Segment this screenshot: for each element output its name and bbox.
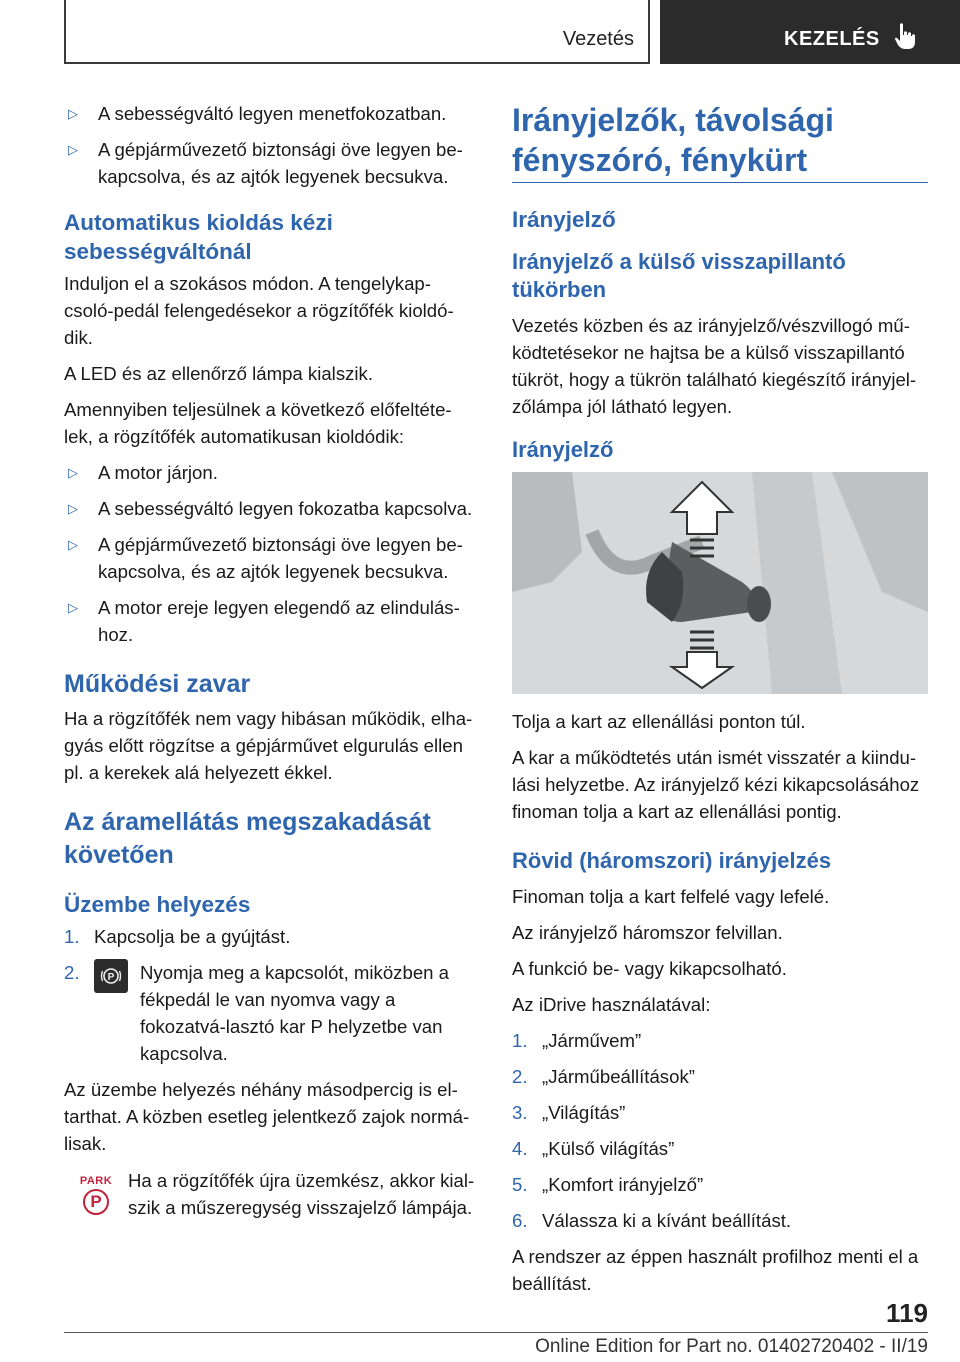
park-icon-letter: P: [83, 1189, 109, 1215]
paragraph: Amennyiben teljesülnek a következő előfeltéte-lek, a rögzítőfék automatikusan kioldódik:: [64, 399, 452, 447]
heading-turn-signal-2: Irányjelző: [512, 437, 614, 462]
paragraph: Az üzembe helyezés néhány másodpercig is el-tarthat. A közben esetleg jelentkező zajok normá-lisak.: [64, 1079, 470, 1154]
step-item: [512, 1207, 928, 1234]
step-number: 1.: [64, 926, 80, 947]
step-text: „Járműbeállítások”: [542, 1066, 695, 1087]
step-number: 5.: [512, 1174, 528, 1195]
bullet-text: A motor járjon.: [98, 462, 218, 483]
bullet-triangle-icon: ▷: [68, 537, 78, 552]
heading-short-signal: Rövid (háromszori) irányjelzés: [512, 848, 832, 873]
step-text: „Járművem”: [542, 1030, 642, 1051]
park-warning-note: [64, 1167, 478, 1230]
step-text: Nyomja meg a kapcsolót, miközben a fékpedál le van nyomva vagy a fokozatvá-lasztó kar P helyzetbe van kapcsolva.: [140, 962, 450, 1064]
bullet-item: [64, 594, 478, 648]
paragraph: Induljon el a szokásos módon. A tengelykap-csoló-pedál felengedésekor a rögzítőfék kioldó-dik.: [64, 273, 454, 348]
step-item: [512, 1135, 928, 1162]
chapter-tab-kezeles: [660, 0, 960, 64]
bullet-item: [64, 100, 478, 127]
page-title: Irányjelzők, távolsági fényszóró, fénykürt: [512, 100, 928, 183]
heading-power-interruption: Az áramellátás megszakadását követően: [64, 808, 431, 869]
hand-pointer-icon: [894, 22, 916, 50]
step-text: Válassza ki a kívánt beállítást.: [542, 1210, 792, 1231]
bullet-item: [64, 531, 478, 585]
step-number: 6.: [512, 1210, 528, 1231]
step-text: „Világítás”: [542, 1102, 626, 1123]
right-column: [512, 100, 928, 1306]
bullet-item: [64, 495, 478, 522]
section-tab-label: Vezetés: [562, 28, 634, 50]
paragraph: Az iDrive használatával:: [512, 994, 711, 1015]
left-column: [64, 100, 478, 1230]
bullet-triangle-icon: ▷: [68, 501, 78, 516]
heading-turn-signal: Irányjelző: [512, 207, 616, 232]
paragraph: Vezetés közben és az irányjelző/vészvillogó mű-ködtetésekor ne hajtsa be a külső visszapillantó tükröt, hogy a tükrön található kiegészítő irányjel-zőlámpa jól látható legyen.: [512, 315, 917, 417]
heading-malfunction: Működési zavar: [64, 670, 251, 698]
bullet-text: A sebességváltó legyen menetfokozatban.: [98, 103, 447, 124]
svg-text:P: P: [107, 972, 115, 983]
paragraph: A rendszer az éppen használt profilhoz menti el a beállítást.: [512, 1246, 919, 1294]
section-tab-vezetes: [64, 0, 650, 64]
step-item: [512, 1063, 928, 1090]
footer-divider: [64, 1332, 928, 1333]
step-text: „Komfort irányjelző”: [542, 1174, 704, 1195]
bullet-triangle-icon: ▷: [68, 465, 78, 480]
bullet-item: [64, 136, 478, 190]
paragraph: A LED és az ellenőrző lámpa kialszik.: [64, 363, 374, 384]
bullet-text: A motor ereje legyen elegendő az elindulás-hoz.: [98, 597, 460, 645]
bullet-triangle-icon: ▷: [68, 106, 78, 121]
paragraph: Ha a rögzítőfék nem vagy hibásan működik, elha-gyás előtt rögzítse a gépjárművet elgurulás ellen pl. a kerekek alá helyezett ékkel.: [64, 708, 473, 783]
step-text: „Külső világítás”: [542, 1138, 675, 1159]
page-number: 119: [886, 1298, 928, 1328]
turn-signal-lever-image: [512, 472, 928, 694]
bullet-text: A gépjárművezető biztonsági öve legyen be-kapcsolva, és az ajtók legyenek becsukva.: [98, 139, 463, 187]
step-item: [64, 959, 478, 1067]
step-number: 3.: [512, 1102, 528, 1123]
bullet-text: A gépjárművezető biztonsági öve legyen be-kapcsolva, és az ajtók legyenek becsukva.: [98, 534, 463, 582]
step-item: [64, 923, 478, 950]
park-warning-icon: [64, 1167, 128, 1230]
paragraph: Tolja a kart az ellenállási ponton túl.: [512, 711, 806, 732]
note-text: Ha a rögzítőfék újra üzemkész, akkor kial-szik a műszeregység visszajelző lámpája.: [128, 1170, 475, 1218]
chapter-tab-label: KEZELÉS: [784, 28, 880, 50]
park-icon-text: PARK: [79, 1175, 113, 1187]
heading-automatic-release: Automatikus kioldás kézi sebességváltónál: [64, 210, 333, 264]
step-text: Kapcsolja be a gyújtást.: [94, 926, 291, 947]
paragraph: Az irányjelző háromszor felvillan.: [512, 922, 783, 943]
paragraph: A funkció be- vagy kikapcsolható.: [512, 958, 787, 979]
bullet-text: A sebességváltó legyen fokozatba kapcsolva.: [98, 498, 473, 519]
bullet-triangle-icon: ▷: [68, 142, 78, 157]
step-number: 2.: [512, 1066, 528, 1087]
step-item: [512, 1171, 928, 1198]
step-number: 2.: [64, 962, 80, 983]
step-number: 4.: [512, 1138, 528, 1159]
heading-mirror-signal: Irányjelző a külső visszapillantó tükörben: [512, 249, 846, 302]
footer-edition: Online Edition for Part no. 01402720402 - II/19: [535, 1336, 928, 1357]
bullet-triangle-icon: ▷: [68, 600, 78, 615]
bullet-item: [64, 459, 478, 486]
paragraph: A kar a működtetés után ismét visszatér a kiindu-lási helyzetbe. Az irányjelző kézi kikapcsolásához finoman tolja a kart az ellenállási pontig.: [512, 747, 920, 822]
step-item: [512, 1099, 928, 1126]
step-number: 1.: [512, 1030, 528, 1051]
step-item: [512, 1027, 928, 1054]
parking-brake-switch-icon: [94, 959, 128, 993]
paragraph: Finoman tolja a kart felfelé vagy lefelé.: [512, 886, 830, 907]
heading-commissioning: Üzembe helyezés: [64, 892, 251, 917]
